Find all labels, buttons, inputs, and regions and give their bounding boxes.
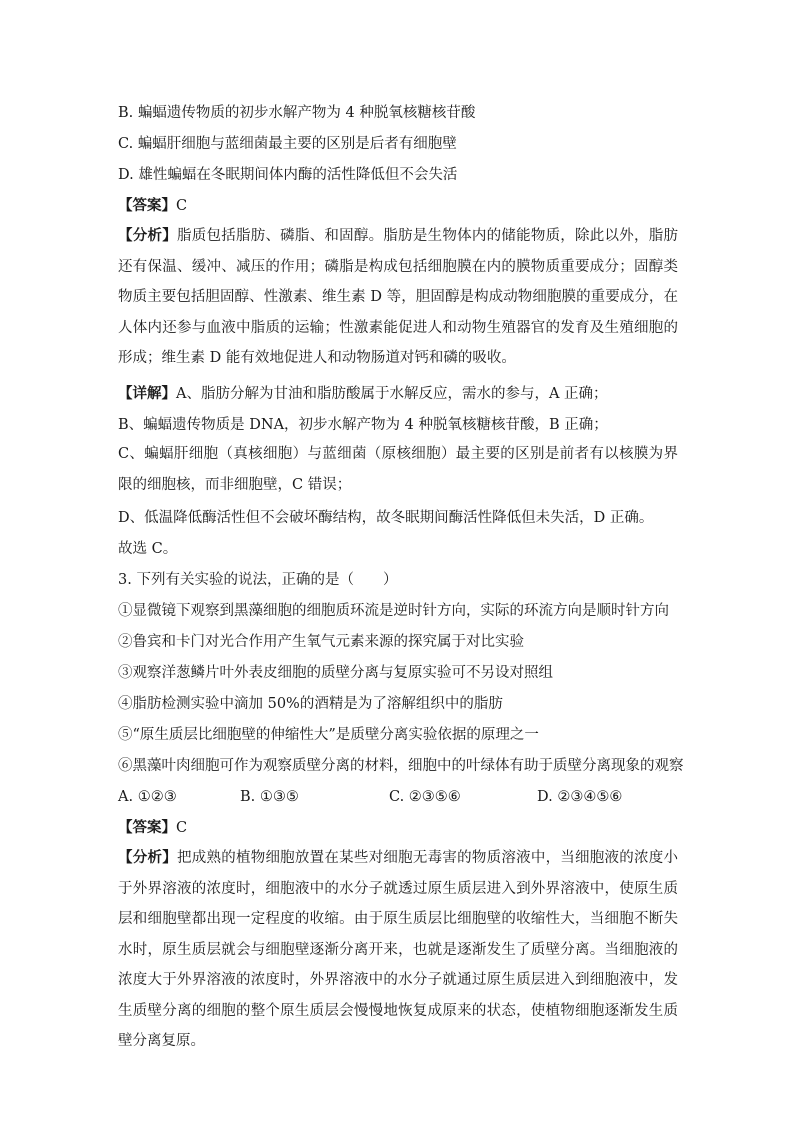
q2-option-c: C. 蝙蝠肝细胞与蓝细菌最主要的区别是后者有细胞壁 [118,136,457,152]
q3-item-1: ①显微镜下观察到黑藻细胞的细胞质环流是逆时针方向，实际的环流方向是顺时针方向 [118,603,669,619]
q2-answer [118,196,187,216]
q2-detail-c: C、蝙蝠肝细胞（真核细胞）与蓝细菌（原核细胞）最主要的区别是前者有以核膜为界限的细胞核，而非细胞壁，C 错误； [118,446,678,493]
q3-stem: 3. 下列有关实验的说法，正确的是（ ） [118,572,398,588]
analysis-tag: 【分析】 [118,849,177,866]
q3-option-b: B. ①③⑤ [240,789,299,805]
q3-item-6: ⑥黑藻叶肉细胞可作为观察质壁分离的材料，细胞中的叶绿体有助于质壁分离现象的观察 [118,758,684,774]
q3-item-3: ③观察洋葱鳞片叶外表皮细胞的质壁分离与复原实验可不另设对照组 [118,665,553,681]
q3-analysis [118,843,678,1057]
analysis-text: 脂质包括脂肪、磷脂、和固醇。脂肪是生物体内的储能物质，除此以外，脂肪还有保温、缓冲、减压的作用；磷脂是构成包括细胞膜在内的膜物质重要成分；固醇类物质主要包括胆固醇、性激素、维生素 D 等，胆固醇是构成动物细胞膜的重要成分，在人体内还参与血液中脂质的运输；性激素能促进人和动物生殖器官的发育及生殖细胞的形成；维生素 D 能有效地促进人和动物肠道对钙和磷的吸收。 [118,228,679,366]
q3-answer [118,818,187,838]
answer-value: C [176,820,188,836]
q2-conclusion: 故选 C。 [118,541,178,557]
q2-detail-b: B、蝙蝠遗传物质是 DNA，初步水解产物为 4 种脱氧核糖核苷酸，B 正确； [118,417,608,433]
q2-detail-d: D、低温降低酶活性但不会破坏酶结构，故冬眠期间酶活性降低但未失活，D 正确。 [118,510,654,526]
detail-a-text: A、脂肪分解为甘油和脂肪酸属于水解反应，需水的参与，A 正确； [176,386,608,402]
q2-option-b: B. 蝙蝠遗传物质的初步水解产物为 4 种脱氧核糖核苷酸 [118,105,476,121]
q3-option-d: D. ②③④⑤⑥ [537,789,623,805]
q3-item-5: ⑤“原生质层比细胞壁的伸缩性大”是质壁分离实验依据的原理之一 [118,727,539,743]
answer-value: C [176,198,188,214]
answer-tag: 【答案】 [118,197,176,214]
q2-option-d: D. 雄性蝙蝠在冬眠期间体内酶的活性降低但不会失活 [118,167,458,183]
q3-item-4: ④脂肪检测实验中滴加 50%的酒精是为了溶解组织中的脂肪 [118,696,503,712]
q2-analysis [118,221,678,374]
q3-option-a: A. ①②③ [118,789,177,805]
detail-tag: 【详解】 [118,385,176,402]
answer-tag: 【答案】 [118,819,176,836]
q2-detail-a [118,384,608,404]
analysis-text: 把成熟的植物细胞放置在某些对细胞无毒害的物质溶液中，当细胞液的浓度小于外界溶液的浓度时，细胞液中的水分子就透过原生质层进入到外界溶液中，使原生质层和细胞壁都出现一定程度的收缩。由于原生质层比细胞壁的收缩性大，当细胞不断失水时，原生质层就会与细胞壁逐渐分离开来，也就是逐渐发生了质壁分离。当细胞液的浓度大于外界溶液的浓度时，外界溶液中的水分子就通过原生质层进入到细胞液中，发生质壁分离的细胞的整个原生质层会慢慢地恢复成原来的状态，使植物细胞逐渐发生质壁分离复原。 [118,850,679,1049]
q3-item-2: ②鲁宾和卡门对光合作用产生氧气元素来源的探究属于对比实验 [118,634,524,650]
q3-option-c: C. ②③⑤⑥ [389,789,461,805]
analysis-tag: 【分析】 [118,227,177,244]
